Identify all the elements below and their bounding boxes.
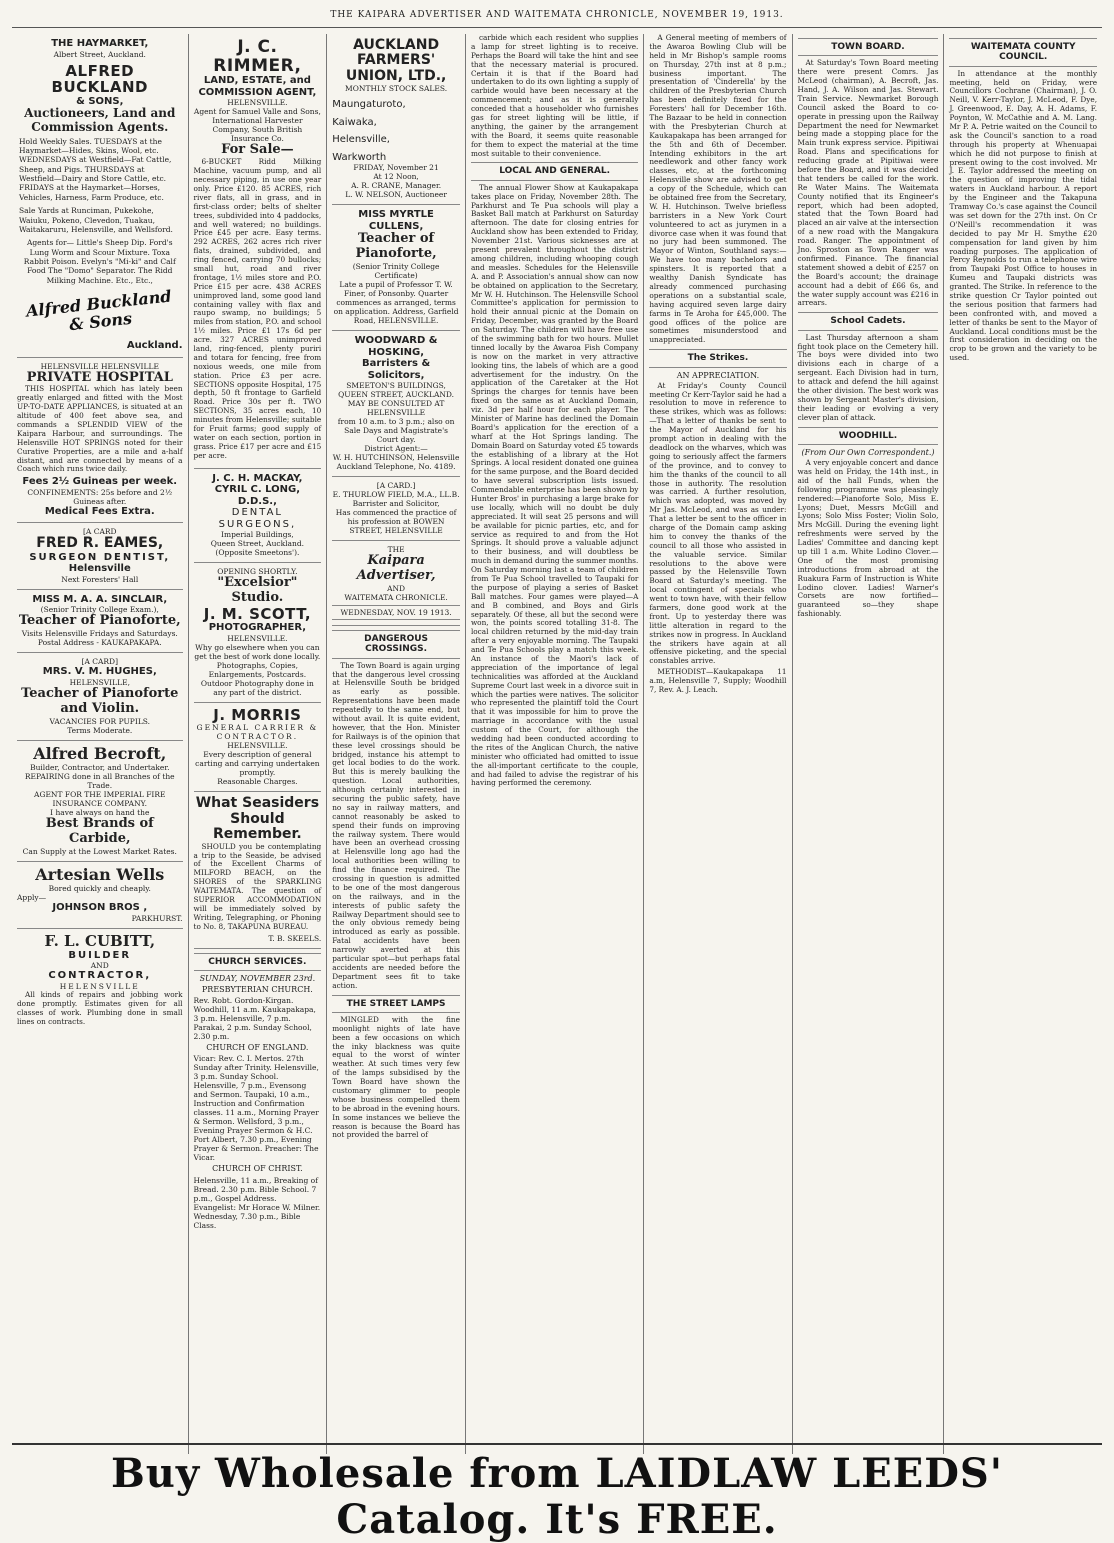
thurlow-name: E. THURLOW FIELD, M.A., LL.B. [332, 490, 460, 500]
buckland-city: Auckland. [126, 340, 183, 351]
paper-subtitle: WAITEMATA CHRONICLE. [344, 592, 448, 602]
becroft-ad [17, 741, 183, 862]
rimmer-name: J. C. RIMMER, [213, 37, 302, 76]
scott-title: PHOTOGRAPHER, [208, 622, 307, 634]
morris-ad [194, 703, 322, 793]
sinclair-name: MISS M. A. A. SINCLAIR, [32, 593, 168, 605]
scott-list: Photographs, Copies, Enlargements, Postcards. Outdoor Photography done in any part of the district. [200, 660, 314, 697]
opening-shortly: OPENING SHORTLY. [217, 567, 298, 577]
cullens-sub: (Senior Trinity College Certificate) [352, 262, 440, 281]
buckland-sales-list: Hold Weekly Sales. TUESDAYS at the Haymarket—Hides, Skins, Wool, etc. WEDNESDAYS at Westfield—Fat Cattle, Sheep, and Pigs. THURSDAYS at Westfield—Dairy and Store Cattle, etc. FRIDAYS at the Haymarket—Horses, Vehicles, Harness, Farm Produce, etc. [19, 136, 172, 202]
afu-auctioneer: L. W. NELSON, Auctioneer [345, 190, 447, 200]
council-heading: WAITEMATA COUNTY COUNCIL. [949, 38, 1097, 67]
becroft-name: Alfred Becroft, [33, 743, 167, 763]
becroft-carbide: Best Brands of Carbide, [45, 815, 154, 846]
column-3 [327, 34, 466, 1454]
wells-name: JOHNSON BROS , [52, 902, 148, 914]
morris-text: Every description of general carting and carrying undertaken promptly. [195, 750, 320, 778]
hospital-medical-fees: Medical Fees Extra. [44, 505, 155, 517]
church-date: SUNDAY, NOVEMBER 23rd. [199, 973, 316, 983]
wells-title: Artesian Wells [35, 864, 165, 884]
cubitt-name: F. L. CUBITT, [44, 931, 156, 950]
card-label: [A CARD [82, 527, 117, 537]
card-label: [A CARD] [81, 657, 118, 667]
long-address: Queen Street, Auckland. (Opposite Smeetons'). [210, 539, 305, 558]
woodward-ad [332, 331, 460, 477]
long-name: CYRIL C. LONG, D.D.S., [214, 484, 301, 507]
sinclair-sub: (Senior Trinity College Exam.), [40, 605, 159, 615]
afu-manager: A. R. CRANE, Manager. [351, 181, 442, 191]
council-text: In attendance at the monthly meeting, held on Friday, were Councillors Cochrane (Chairman), J. O. Neill, V. Kerr-Taylor, J. McLeod, F. Dye, J. Greenwood, E. Day, A. H. Adams, F. Poynton, W. McCathie and A. M. Lang. Mr P. A. Petrie waited on the Council to ask the Council's sanction to a road through his property at Whenuapai which he did not purpose to finish at present owing to the cost involved. Mr J. E. Taylor addressed the meeting on the question of improving the tidal waters in Auckland harbour. A report by the Engineer and the Takapuna Tramway Co.'s case against the Council was set down for the 27th inst. On Cr O'Neill's recommendation it was decided to pay Mr H. Smythe £20 compensation for land given by him roading purposes. The application of Percy Reynolds to run a telephone wire from Taupaki Post Office to houses in Kumeu and Taupaki districts was granted. The Strike. In reference to the strike question Cr Taylor pointed out the serious position that farmers had been confronted with, and moved a letter of thanks be sent to the Mayor of Auckland. Local conditions must be the first consideration in deciding on the crop to be grown and the variety to be used. [949, 68, 1098, 363]
buckland-sons: & SONS, [76, 95, 124, 107]
cullens-text: Late a pupil of Professor T. W. Finer, of Ponsonby. Quarter commences as arranged, terms on application. Address, Garfield Road, HELENSVILLE. [333, 280, 459, 326]
seasiders-signature: T. B. SKEELS. [268, 933, 322, 943]
hughes-vacancies: VACANCIES FOR PUPILS. [49, 716, 151, 726]
becroft-text: REPAIRING done in all Branches of the Trade. [24, 771, 175, 790]
dangerous-heading: DANGEROUS CROSSINGS. [332, 630, 460, 659]
thurlow-ad [332, 477, 460, 541]
cullens-title: Teacher of Pianoforte, [355, 231, 437, 262]
buckland-name: ALFRED BUCKLAND [51, 61, 148, 96]
wells-town: PARKHURST. [131, 913, 183, 923]
buckland-title: Auctioneers, Land and Commission Agents. [24, 106, 176, 134]
seasiders-ad [194, 792, 322, 948]
cadets-text: Last Thursday afternoon a sham fight took place on the Cemetery hill. The boys were divided into two divisions each in charge of a sergeant. Each Division had in turn, to attack and defend the hill against the other division. The best work was shown by Sergeant Master's division, their leading or evolving a very clever plan of attack. [797, 332, 939, 422]
rimmer-agent: Agent for Samuel Valle and Sons, International Harvester Company, South British Insurance Co. [193, 107, 321, 144]
hughes-title: Teacher of Pianoforte and Violin. [21, 685, 179, 716]
eames-title: SURGEON DENTIST, [29, 551, 171, 563]
hospital-ad [17, 358, 183, 524]
seasiders-title: What Seasiders Should Remember. [195, 795, 320, 843]
hutchinson-telephone: Auckland Telephone, No. 4189. [336, 462, 456, 472]
sale-items: 6-BUCKET Ridd Milking Machine, vacuum pump, and all necessary piping, in use one year only. Price £120. 85 ACRES, rich river flats, all in grass, and in first-class order; belts of shelter trees, subdivided into 4 paddocks, and well watered; no buildings. Price £45 per acre. Easy terms. 292 ACRES, 262 acres rich river flats, drained, subdivided, and ring fenced, carrying 70 bullocks; small hut, road and river frontage, 1½ miles store and P.O. Price £15 per acre. 438 ACRES unimproved land, some good land containing valley with flax and raupo swamp, no buildings; 5 miles from station, P.O. and school 1½ miles. Price £1 17s 6d per acre. 327 ACRES unimproved land, ring-fenced, plenty puriri and totara for fencing, free from noxious weeds, one mile from station. Price £3 per acre. SECTIONS opposite Hospital, 175 depth, 50 ft frontage to Garfield Road. Price 30s per ft. TWO SECTIONS, 35 acres each, 10 minutes from Helensville; suitable for Fruit farms; good supply of water on each section, portion in grass. Price £17 per acre and £15 per acre. [193, 157, 322, 460]
paper-date: WEDNESDAY, NOV. 19 1913. [332, 605, 460, 620]
afu-date: FRIDAY, November 21 [353, 163, 439, 173]
afu-place: Helensville, [332, 134, 390, 146]
appreciation-heading: AN APPRECIATION. [676, 370, 760, 380]
column-6 [793, 34, 945, 1454]
general-text: A General meeting of members of the Awaroa Bowling Club will be held in Mr Bishop's sample rooms on Thursday, 27th inst at 8 p.m.; business important. The presentation of 'Cinderella' by the children of the Presbyterian Church has been definitely fixed for the Foresters' hall for December 16th. The Bazaar to be held in connection with the Presbyterian Church at Kaukapakapa has been arranged for the 5th and 6th of December. Intending exhibitors in the art needlework and other fancy work classes, etc, at the forthcoming Helensville show are advised to get a copy of the Schedule, which can be obtained free from the Secretary, W. H. Hutchinson. Twelve briefless barristers in a New York Court volunteered to act as jurymen in a divorce case when it was found that no jury had been summoned. The Mayor of Winton, Southland says:—We have too many bachelors and spinsters. It is reported that a wealthy Danish Syndicate has already commenced purchasing operations on a substantial scale, having acquired seven large dairy farms in Te Aroha for £45,000. The good offices of the police are sometimes misunderstood and unappreciated. [649, 33, 787, 345]
becroft-title: Builder, Contractor, and Undertaker. [30, 762, 170, 772]
town-board-text: At Saturday's Town Board meeting there were present Comrs. Jas McLeod (chairman), A. Becroft, Jas. Hand, J. A. Wilson and Jas. Stewart. Train Service. Newmarket Borough Council asked the Board to co-operate in pressing upon the Railway Department the need for Newmarket being made a stopping place for the Main trunk express service. Pipitiwai Road. Plans and specifications for reducing grade at Pipitiwai were before the Board, and it was decided that tenders be called for the work. Re Water Mains. The Waitemata County notified that its Engineer's report, which had been adopted, stated that the Town Board had placed an air valve at the intersection of a new road with the Mangakura road. Ranger. The appointment of Jno. Sproston as Town Ranger was confirmed. Finance. The financial statement showed a debit of £257 on the Board's account; the drainage account had a debit of £66 6s, and the water supply account was £216 in arrears. [797, 58, 939, 308]
buckland-agents: Agents for— Little's Sheep Dip. Ford's Lung Worm and Scour Mixture. Toxa Rabbit Poison. Evelyn's "Mi-ki" and Calf Food The "Domo" Separator. The Ridd Milking Machine. Etc., Etc., [23, 238, 176, 285]
rimmer-town: HELENSVILLE. [227, 98, 288, 108]
hospital-fees: Fees 2½ Guineas per week. [22, 476, 178, 488]
seasiders-text: SHOULD you be contemplating a trip to the Seaside, be advised of the Excellent Charms of MILFORD BEACH, on the SHORES of the SPARKLING WAITEMATA. The question of SUPERIOR ACCOMMODATION will be immediately solved by Writing, Telegraphing, or Phoning to No. 8, TAKAPUNA BUREAU. [193, 841, 322, 931]
afu-place: Warkworth [332, 151, 387, 163]
presbyterian-heading: PRESBYTERIAN CHURCH. [201, 985, 313, 995]
buckland-ad [17, 34, 183, 358]
strikes-text: At Friday's County Council meeting Cr Kerr-Taylor said he had a resolution to move in reference to these strikes, which was as follows:—That a letter of thanks be sent to the Mayor of Auckland for his prompt action in dealing with the deadlock on the wharves, which was going to seriously affect the farmers of the province, and to convey to him the thanks of the council to all those in authority. The resolution was carried. A further resolution, which was adopted, was moved by Mr Jas. McLeod, and was as under: That a letter be sent to the officer in charge of the Domain camp asking him to convey the thanks of the council to all those who assisted in the valuable service. Similar resolutions to the above were passed by the Helensville Town Board at Saturday's meeting. The local contingent of specials who went to town have, with their fellow farmers, done good work at the front. Up to yesterday there was little alteration in regard to the strikes now in progress. In Auckland the strikers have again at all offensive picketing, and the special constables arrive. [649, 380, 787, 666]
haymarket-address: Albert Street, Auckland. [53, 49, 146, 59]
cubitt-text: All kinds of repairs and jobbing work done promptly. Estimates given for all classes of work. Plumbing done in small lines on contracts. [17, 989, 183, 1026]
paper-name: Kaipara Advertiser, [356, 553, 436, 583]
woodward-name: WOODWARD & HOSKING, [354, 335, 438, 358]
haymarket-heading: THE HAYMARKET, [51, 38, 149, 49]
dangerous-text: The Town Board is again urging that the dangerous level crossing at Helensville South be bridged as early as possible. Representations have been made repeatedly to the same end, but without avail. It is quite evident, however, that the Hon. Minister for Railways is of the opinion that these level crossings should be bridged, instance his attempt to get local bodies to do the work. But this is merely baulking the question. Local authorities, although certainly interested in securing the public safety, have no say in railway matters, and cannot reasonably be asked to spend their funds on improving the railway system. There would have been an overhead crossing at Helensville long ago had the local authorities been willing to find the finance required. The crossing in question is admitted to be one of the most dangerous on the railways, and in the interests of public safety the Railway Department should see to the only obvious remedy being introduced as early as possible. Fatal accidents have been narrowly averted at this particular spot—but perhaps fatal accidents are needed before the Department sees fit to take action. [332, 660, 460, 990]
thurlow-title: Barrister and Solicitor, [352, 499, 440, 509]
scott-name: J. M. SCOTT, [203, 604, 312, 623]
columns [12, 34, 1102, 1454]
becroft-hand: I have always on hand the [50, 807, 150, 817]
hutchinson-name: W. H. HUTCHINSON, Helensville [332, 453, 460, 463]
paper-and: AND [387, 583, 406, 593]
christ-heading: CHURCH OF CHRIST. [212, 1164, 303, 1174]
hospital-title: PRIVATE HOSPITAL [26, 369, 173, 385]
column-2 [189, 34, 328, 1454]
afu-time: At 12 Noon, [373, 172, 419, 182]
hutchinson-agent: District Agent:— [364, 444, 428, 454]
lamps-heading: THE STREET LAMPS [332, 995, 460, 1013]
woodward-consult: MAY BE CONSULTED AT [347, 399, 445, 409]
masthead: THE KAIPARA ADVERTISER AND WAITEMATA CHRONICLE, NOVEMBER 19, 1913. [12, 10, 1102, 28]
wells-apply: Apply— [17, 893, 47, 903]
eames-ad [17, 523, 183, 589]
column-1 [12, 34, 189, 1454]
long-ad [194, 469, 322, 564]
sinclair-title: Teacher of Pianoforte, [18, 613, 181, 629]
hospital-text: THIS HOSPITAL which has lately been greatly enlarged and fitted with the Most UP-TO-DATE APPLIANCES, is situated at an altitude of 400 feet above sea, and commands a SPLENDID VIEW of the Kaipara Harbour, and surroundings. The Helensville HOT SPRINGS noted for their Curative Properties, are a mile and a-half distant, and are connected by means of a Coach which runs twice daily. [17, 384, 183, 474]
woodward-address: SMEETON'S BUILDINGS, QUEEN STREET, AUCKLAND. [338, 381, 455, 400]
for-sale-heading: For Sale— [221, 142, 294, 158]
sinclair-text: Visits Helensville Fridays and Saturdays. [21, 629, 178, 639]
woodhill-heading: WOODHILL. [798, 427, 939, 445]
cofe-heading: CHURCH OF ENGLAND. [206, 1043, 309, 1053]
paper-the: THE [387, 545, 405, 555]
scott-why: Why go elsewhere when you can get the best of work done locally. [194, 642, 321, 661]
presbyterian-text: Rev. Robt. Gordon-Kirgan. Woodhill, 11 a.m. Kaukapakapa, 3 p.m. Helensville, 7 p.m. Parakai, 2 p.m. Sunday School, 2.30 p.m. [193, 996, 316, 1042]
woodhill-text: A very enjoyable concert and dance was held on Friday, the 14th inst., in aid of the hall Funds, when the following programme was pleasingly rendered:—Pianoforte Solo, Miss E. Lyons; Duet, Messrs McGill and Lyons; Solo Miss Foster; Violin Solo, Mrs McGill. During the evening light refreshments were served by the Ladies' Committee and dancing kept up till 1 a.m. White Lodino Clover.—One of the most promising introductions from abroad at the Ruakura Farm of Instruction is White Lodino clover. Ladies! Warner's Corsets are now fortified—guaranteed so—they shape fashionably. [797, 458, 939, 619]
thurlow-text: Has commenced the practice of his profession at BOWEN STREET, HELENSVILLE [335, 508, 457, 536]
cubitt-town: HELENSVILLE [59, 981, 140, 991]
woodward-time: from 10 a.m. to 3 p.m.; also on Sale Days and Magistrate's Court day. [337, 417, 455, 445]
woodward-town: HELENSVILLE [367, 408, 426, 418]
scott-town: HELENSVILLE. [227, 633, 288, 643]
hospital-top: HELENSVILLE HELENSVILLE [40, 361, 159, 371]
sinclair-ad [17, 590, 183, 653]
laidlaw-leeds-banner: Buy Wholesale from LAIDLAW LEEDS' Catalog. It's FREE. [12, 1443, 1102, 1507]
cadets-heading: School Cadets. [798, 312, 939, 330]
hughes-ad [17, 653, 183, 740]
afu-title: AUCKLAND FARMERS' UNION, LTD., [345, 37, 447, 84]
methodist-text: METHODIST—Kaukapakapa 11 a.m, Helensville 7, Supply; Woodhill 7, Rev. A. J. Leach. [649, 667, 787, 694]
cubitt-and: AND [90, 961, 109, 971]
column-5 [644, 34, 792, 1454]
church-services [194, 953, 322, 1230]
strikes-heading: The Strikes. [649, 349, 786, 367]
hughes-town: HELENSVILLE, [69, 677, 130, 687]
morris-town: HELENSVILLE. [227, 741, 288, 751]
cubitt-contractor: CONTRACTOR, [48, 970, 152, 982]
eames-town: Helensville [68, 563, 131, 575]
buckland-logo: Alfred Buckland & Sons [25, 286, 173, 335]
hughes-terms: Terms Moderate. [67, 725, 133, 735]
hughes-name: MRS. V. M. HUGHES, [42, 666, 157, 678]
cullens-ad [332, 205, 460, 331]
hospital-confinements: CONFINEMENTS: 25s before and 2½ Guineas after. [27, 487, 173, 506]
buckland-yards: Sale Yards at Runciman, Pukekohe, Waiuku, Pokeno, Clevedon, Tuakau, Waitakaruru, Helensville, and Wellsford. [19, 206, 173, 234]
morris-title: GENERAL CARRIER & CONTRACTOR. [196, 723, 319, 742]
paper-nameplate [332, 541, 460, 626]
carbide-text: carbide which each resident who supplies a lamp for street lighting is to receive. Perhaps the Board will take the hint and see that the necessary material is procured. Certain it is that if the Board had undertaken to do its own lighting a supply of carbide would have been necessary at the commencement; and as it is generally conceded that a householder who furnishes gas for street lighting will be little, if anything, the gainer by the arrangement with the Board, it seems quite reasonable for them to expect the material at the time most suitable to their convenience. [470, 33, 639, 158]
morris-charges: Reasonable Charges. [217, 777, 298, 787]
mackay-name: J. C. H. MACKAY, [212, 472, 303, 484]
afu-sales: MONTHLY STOCK SALES. [345, 84, 448, 94]
rimmer-ad [194, 34, 322, 469]
column-7 [944, 34, 1102, 1454]
eames-name: FRED R. EAMES, [36, 535, 164, 552]
cubitt-builder: BUILDER [68, 949, 132, 961]
scott-ad [194, 563, 322, 703]
afu-ad [332, 34, 460, 205]
cofe-text: Vicar: Rev. C. I. Mertos. 27th Sunday after Trinity. Helensville, 3 p.m. Sunday School. Helensville, 7 p.m., Evensong and Sermon. Taupaki, 10 a.m., Instruction and Confirmation classes. 11 a.m., Morning Prayer & Sermon. Wellsford, 3 p.m., Evening Prayer Sermon & H.C. Port Albert, 7.30 p.m., Evening Prayer & Sermon. Preacher: The Vicar. [193, 1054, 319, 1163]
afu-place: Kaiwaka, [332, 116, 377, 128]
lamps-text: MINGLED with the fine moonlight nights of late have been a few occasions on which the inky blackness was quite equal to the worst of winter weather. At such times very few of the lamps subsidised by the Town Board have shown the customary glimmer to people whose business compelled them to be abroad in the evening hours. In some instances we believe the reason is because the Board has not provided the barrel of [332, 1014, 460, 1140]
local-text: The annual Flower Show at Kaukapakapa takes place on Friday, November 28th. The Parkhurst and Te Pua schools will play a Basket Ball match at Parkhurst on Saturday afternoon. The date for closing entries for Auckland show has been extended to Friday, November 21st. Various sicknesses are at present prevalent throughout the district among children, including whooping cough and measles. Schedules for the Helensville A. and P. Association's annual show can now be obtained on application to the Secretary, Mr W. H. Hutchinson. The Helensville School Committee's application for permission to hold their annual picnic at the Domain on Friday, December, was granted by the Board on Saturday. The children will have free use of the swimming bath for two hours. Mullet tinned locally by the Awaroa Fish Company is now on the market in very attractive looking tins, the labels of which are a good advertisement for the industry. On the application of the Caretaker at the Hot Springs the charges for tennis have been fixed on the same as at Auckland Domain, viz. 3d per half hour for each player. The Minister of Marine has declined the Domain Board's application for the erection of a wharf at the Hot Springs landing. The Domain Board on Saturday voted £5 towards the establishing of a library at the Hot Springs. A local resident donated one guinea for the same purpose, and the Board decided to have several subscription lists issued. Commendable enterprise has been shown by Hunter Bros' in purchasing a large brake for use locally, which will no doubt be duly appreciated. It will seat 25 persons and will be available for picnic parties, etc, and for service as required to and from the Hot Springs. It should prove a valuable adjunct to their business, and will doubtless be much in demand during the summer months. On Saturday morning last a team of children from Te Pua School travelled to Taupaki for the purpose of playing a series of Basket Ball matches. Four games were played—A and B combined, and Boys and Girls separately. Of these, all but the second were won, the points scored totalling 31-8. The local children returned by the mid-day train after a very enjoyable morning. The Taupaki and Te Pua Schools play a match this week. An instance of the Maori's lack of appreciation of the importance of legal technicalities was afforded at the Auckland Supreme Court last week in a divorce suit in which the parties were natives. The solicitor who represented the plaintiff told the Court that it was impossible for him to prove the marriage in accordance with the usual custom of the Court, for although the wedding had been conducted according to the rites of the Anglican Church, the native minister who officiated had omitted to issue the all-important certificate to the couple, and had failed to advise the registrar of his having performed the ceremony. [470, 182, 639, 788]
cubitt-ad [17, 929, 183, 1034]
becroft-agent: AGENT FOR THE IMPERIAL FIRE INSURANCE COMPANY. [34, 789, 166, 808]
long-building: Imperial Buildings, [221, 530, 294, 540]
wells-sub: Bored quickly and cheaply. [48, 884, 151, 894]
wells-ad [17, 862, 183, 929]
morris-name: J. MORRIS [213, 705, 302, 724]
woodward-title: Barristers & Solicitors, [361, 358, 431, 381]
woodhill-sub: (From Our Own Correspondent.) [801, 447, 935, 457]
local-heading: LOCAL AND GENERAL. [471, 162, 638, 180]
eames-address: Next Foresters' Hall [61, 574, 139, 584]
rimmer-title: LAND, ESTATE, and COMMISSION AGENT, [198, 75, 317, 98]
column-4 [466, 34, 644, 1454]
cullens-name: MISS MYRTLE CULLENS, [358, 209, 434, 232]
card-label: [A CARD.] [376, 481, 416, 491]
afu-place: Maungaturoto, [332, 99, 406, 111]
sinclair-address: Postal Address - KAUKAPAKAPA. [37, 638, 162, 648]
church-heading: CHURCH SERVICES. [194, 953, 322, 971]
christ-text: Helensville, 11 a.m., Breaking of Bread. 2.30 p.m. Bible School. 7 p.m., Gospel Address. Evangelist: Mr Horace W. Milner. Wednesday, 7.30 p.m., Bible Class. [193, 1175, 321, 1230]
excelsior-studio: "Excelsior" Studio. [217, 575, 298, 606]
town-board-heading: TOWN BOARD. [798, 38, 939, 56]
becroft-supply: Can Supply at the Lowest Market Rates. [22, 846, 177, 856]
long-title: DENTAL SURGEONS, [218, 507, 297, 530]
